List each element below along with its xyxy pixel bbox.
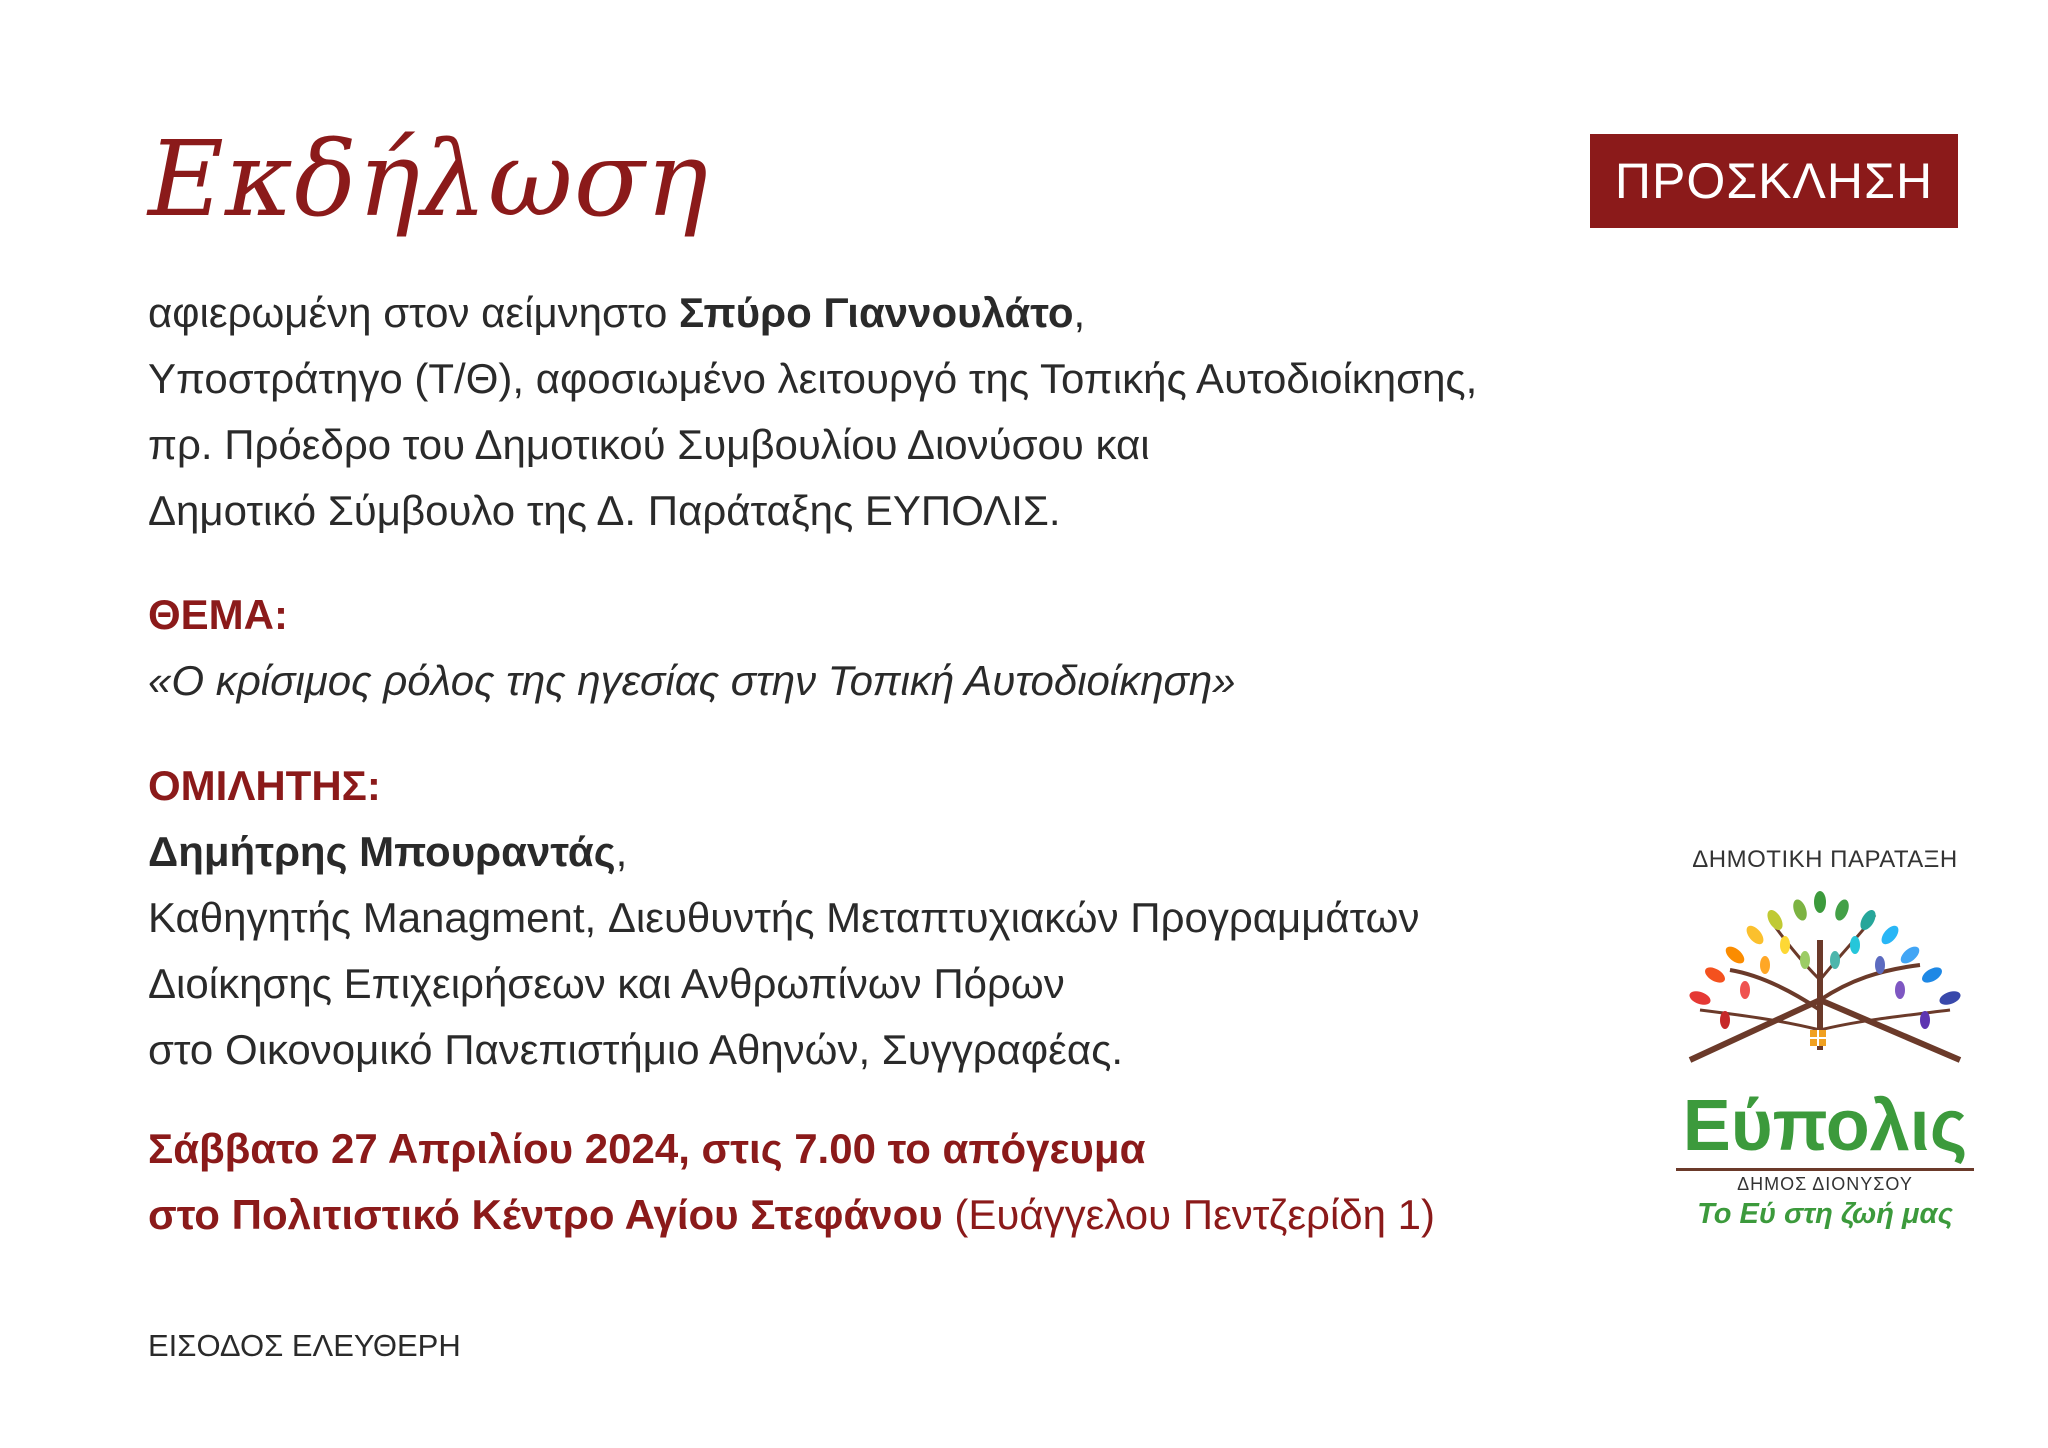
logo-name: Εύπολις xyxy=(1682,1086,1968,1166)
event-details xyxy=(148,1116,1435,1248)
speaker-line-3: Διοίκησης Επιχειρήσεων και Ανθρωπίνων Πόρων xyxy=(148,960,1065,1007)
page-title: Εκδήλωση xyxy=(148,118,710,240)
logo-divider xyxy=(1676,1168,1974,1171)
tree-leaves xyxy=(1700,915,1950,1050)
speaker-label: ΟΜΙΛΗΤΗΣ: xyxy=(148,762,381,809)
invitation-badge: ΠΡΟΣΚΛΗΣΗ xyxy=(1590,134,1958,228)
tree-house-icon xyxy=(1670,880,1980,1090)
leaf-dots xyxy=(1688,891,1963,1029)
topic-block xyxy=(148,582,1236,714)
event-venue-line xyxy=(148,1182,1435,1248)
dedication-line-2: Υποστράτηγο (Τ/Θ), αφοσιωμένο λειτουργό της Τοπικής Αυτοδιοίκησης, xyxy=(148,355,1478,402)
event-date: Σάββατο 27 Απριλίου 2024, στις 7.00 το απόγευμα xyxy=(148,1125,1146,1172)
punctuation: , xyxy=(615,828,628,875)
speaker-name-line xyxy=(148,819,1419,885)
dedication-text: αφιερωμένη στον αείμνηστο xyxy=(148,289,679,336)
dedication-block xyxy=(148,280,1477,544)
punctuation: , xyxy=(1073,289,1086,336)
speaker-block xyxy=(148,753,1419,1083)
honoree-name: Σπύρο Γιαννουλάτο xyxy=(679,289,1074,336)
speaker-name: Δημήτρης Μπουραντάς xyxy=(148,828,616,875)
free-entry-note: ΕΙΣΟΔΟΣ ΕΛΕΥΘΕΡΗ xyxy=(148,1328,461,1363)
speaker-line-4: στο Οικονομικό Πανεπιστήμιο Αθηνών, Συγγραφέας. xyxy=(148,1026,1124,1073)
logo-slogan: Το Εύ στη ζωή μας xyxy=(1697,1198,1953,1230)
logo-subtitle: ΔΗΜΟΣ ΔΙΟΝΥΣΟΥ xyxy=(1737,1174,1913,1194)
topic-text: «Ο κρίσιμος ρόλος της ηγεσίας στην Τοπική Αυτοδιοίκηση» xyxy=(148,657,1236,704)
event-venue: στο Πολιτιστικό Κέντρο Αγίου Στεφάνου xyxy=(148,1191,943,1238)
event-address: (Ευάγγελου Πεντζερίδη 1) xyxy=(942,1191,1436,1238)
dedication-line-3: πρ. Πρόεδρο του Δημοτικού Συμβουλίου Διονύσου και xyxy=(148,421,1150,468)
eupolis-logo xyxy=(1660,840,1990,1240)
logo-top-text: ΔΗΜΟΤΙΚΗ ΠΑΡΑΤΑΞΗ xyxy=(1692,846,1958,873)
house-roof xyxy=(1690,1000,1960,1060)
speaker-line-2: Καθηγητής Managment, Διευθυντής Μεταπτυχιακών Προγραμμάτων xyxy=(148,894,1420,941)
topic-label: ΘΕΜΑ: xyxy=(148,591,288,638)
dedication-line-1 xyxy=(148,280,1477,346)
dedication-line-4: Δημοτικό Σύμβουλο της Δ. Παράταξης ΕΥΠΟΛΙΣ. xyxy=(148,487,1061,534)
